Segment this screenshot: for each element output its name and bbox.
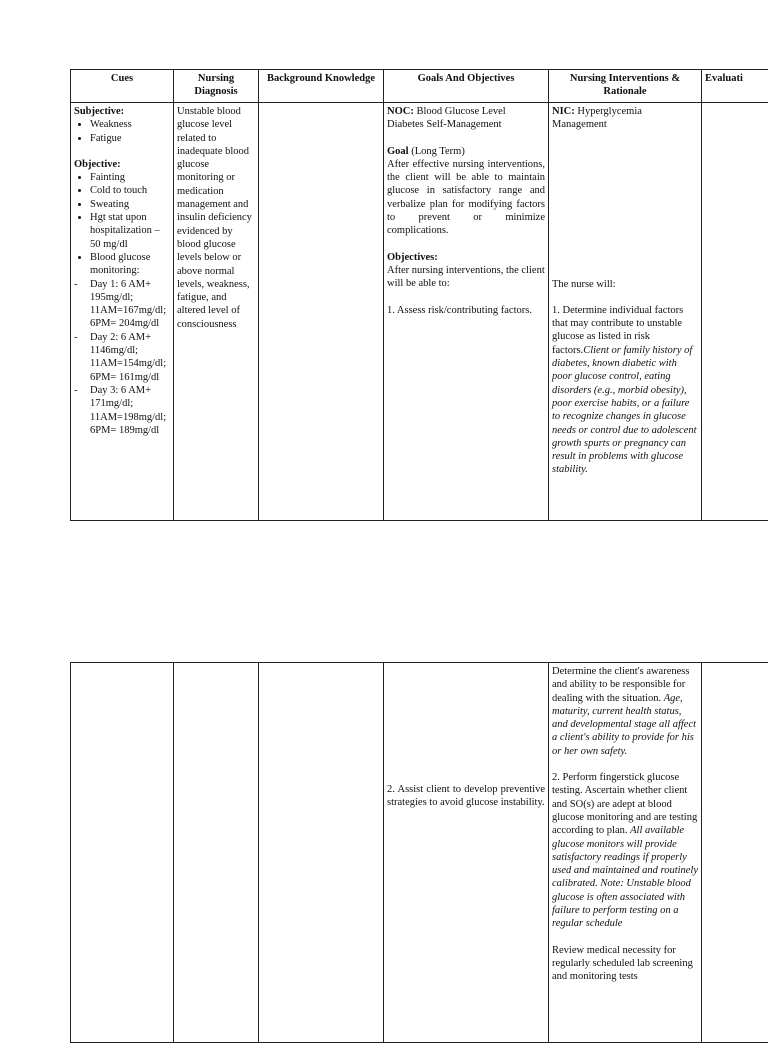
goal-label: Goal — [387, 146, 409, 157]
noc-line — [387, 105, 545, 132]
evaluation-cell — [702, 663, 768, 1043]
evaluation-cell — [702, 103, 768, 521]
subjective-list — [74, 118, 170, 145]
list-item: - Day 1: 6 AM+ 195mg/dl; 11AM=167mg/dl; 6PM= 204mg/dl — [90, 278, 170, 331]
cues-cell — [71, 663, 174, 1043]
objective-list — [74, 171, 170, 277]
subjective-label: Subjective: — [74, 105, 170, 118]
interventions-cell — [549, 103, 702, 521]
diagnosis-text: Unstable blood glucose level related to inadequate blood glucose monitoring or medication management and insulin deficiency evidenced by blood glucose levels below or above normal levels, weakness, fatigue, and altered level of consciousness — [177, 105, 255, 331]
nic-label: NIC: — [552, 106, 575, 117]
intervention-2-text: 2. Perform fingerstick glucose testing. Ascertain whether client and SO(s) are adept at blood glucose monitoring and are testing according to plan. — [552, 772, 697, 836]
list-item: • Hgt stat upon hospitalization – 50 mg/dl — [90, 211, 170, 251]
intervention-awareness — [552, 665, 698, 758]
goal-line — [387, 145, 545, 158]
objectives-intro: After nursing interventions, the client will be able to: — [387, 264, 545, 291]
list-item: • Blood glucose monitoring: — [90, 251, 170, 278]
table-row — [71, 663, 768, 1043]
intervention-2-rationale: All available glucose monitors will provide satisfactory readings if properly used and maintained and routinely calibrated. Note: Unstable blood glucose is often associated with failure to perform testing on a regular schedule — [552, 825, 698, 929]
list-item: • Fainting — [90, 171, 170, 184]
intervention-2 — [552, 771, 698, 931]
intervention-1-text: 1. Determine individual factors that may contribute to unstable glucose as listed in risk factors. — [552, 305, 683, 356]
objective-label: Objective: — [74, 158, 170, 171]
objective-2: 2. Assist client to develop preventive strategies to avoid glucose instability. — [387, 783, 545, 810]
intervention-1 — [552, 304, 698, 477]
objectives-label: Objectives: — [387, 251, 545, 264]
awareness-text: Determine the client's awareness and ability to be responsible for dealing with the situation. — [552, 666, 689, 704]
goals-cell — [384, 663, 549, 1043]
nic-text: Hyperglycemia Management — [552, 106, 642, 130]
background-knowledge-cell — [259, 103, 384, 521]
intervention-1-rationale: Client or family history of diabetes, known diabetic with poor glucose control, eating disorders (e.g., morbid obesity), poor exercise habits, or a failure to recognize changes in glucose needs or control due to adolescent growth spurts or pregnancy can result in problems with glucose stability. — [552, 345, 697, 476]
header-background-knowledge: Background Knowledge — [259, 70, 384, 103]
header-nursing-diagnosis: Nursing Diagnosis — [174, 70, 259, 103]
list-item: • Fatigue — [90, 132, 170, 145]
header-goals-objectives: Goals And Objectives — [384, 70, 549, 103]
diagnosis-cell — [174, 103, 259, 521]
awareness-rationale: Age, maturity, current health status, and developmental stage all affect a client's ability to provide for his or her own safety. — [552, 693, 696, 757]
objective-1: 1. Assess risk/contributing factors. — [387, 304, 545, 317]
diagnosis-cell — [174, 663, 259, 1043]
list-item: - Day 3: 6 AM+ 171mg/dl; 11AM=198mg/dl; 6PM= 189mg/dl — [90, 384, 170, 437]
header-cues: Cues — [71, 70, 174, 103]
intervention-review: Review medical necessity for regularly scheduled lab screening and monitoring tests — [552, 944, 698, 984]
noc-label: NOC: — [387, 106, 414, 117]
goals-cell — [384, 103, 549, 521]
list-item: • Sweating — [90, 198, 170, 211]
header-evaluation: Evaluati — [702, 70, 768, 103]
cues-cell — [71, 103, 174, 521]
goal-text: After effective nursing interventions, the client will be able to maintain glucose in satisfactory range and verbalize plan for modifying factors to prevent or minimize complications. — [387, 158, 545, 238]
background-knowledge-cell — [259, 663, 384, 1043]
list-item: • Cold to touch — [90, 184, 170, 197]
list-item: - Day 2: 6 AM+ 1146mg/dl; 11AM=154mg/dl; 6PM= 161mg/dl — [90, 331, 170, 384]
care-plan-table-1 — [70, 69, 768, 521]
noc-text: Blood Glucose Level Diabetes Self-Management — [387, 106, 506, 130]
care-plan-table-2 — [70, 662, 768, 1043]
nic-line — [552, 105, 698, 132]
table-row — [71, 103, 768, 521]
nurse-will: The nurse will: — [552, 278, 698, 291]
goal-term: (Long Term) — [411, 146, 465, 157]
header-row — [71, 70, 768, 103]
interventions-cell — [549, 663, 702, 1043]
glucose-days-list — [74, 278, 170, 438]
list-item: • Weakness — [90, 118, 170, 131]
header-interventions-rationale: Nursing Interventions & Rationale — [549, 70, 702, 103]
